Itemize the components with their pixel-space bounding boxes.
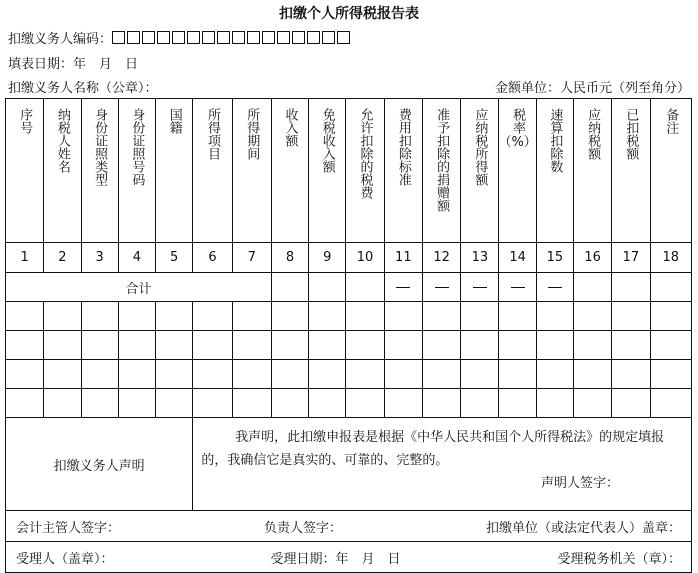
- declaration-text: 我声明，此扣缴申报表是根据《中华人民共和国个人所得税法》的规定填报的，我确信它是真实的、可靠的、完整的。: [201, 430, 665, 468]
- table-cell[interactable]: [193, 331, 232, 360]
- column-number: 5: [156, 243, 193, 273]
- table-cell[interactable]: [536, 302, 573, 331]
- table-cell[interactable]: [612, 331, 650, 360]
- total-cell-na: [384, 273, 422, 302]
- table-cell[interactable]: [44, 331, 81, 360]
- responsible-signature[interactable]: 负责人签字：: [263, 520, 342, 536]
- table-cell[interactable]: [384, 360, 422, 389]
- column-header-label: 备注: [663, 108, 679, 134]
- column-header-label: 所得期间: [244, 108, 260, 160]
- table-cell[interactable]: [271, 389, 308, 418]
- signature-row: [6, 511, 692, 542]
- table-cell[interactable]: [346, 302, 384, 331]
- code-digit-box[interactable]: [307, 31, 320, 44]
- column-header-label: 国籍: [166, 108, 182, 134]
- column-header: [574, 99, 612, 243]
- column-number: 11: [384, 243, 422, 273]
- total-cell[interactable]: [271, 273, 308, 302]
- table-cell[interactable]: [156, 331, 193, 360]
- table-cell[interactable]: [6, 331, 44, 360]
- receive-date[interactable]: 受理日期：年 月 日: [270, 551, 401, 567]
- column-number: 10: [346, 243, 384, 273]
- dash-mark: [473, 287, 487, 288]
- code-digit-box[interactable]: [202, 31, 215, 44]
- code-digit-box[interactable]: [262, 31, 275, 44]
- table-cell[interactable]: [346, 360, 384, 389]
- code-digit-box[interactable]: [277, 31, 290, 44]
- total-cell[interactable]: [346, 273, 384, 302]
- column-header-label: 身份证照类型: [92, 108, 108, 186]
- column-header-label: 序号: [17, 108, 33, 134]
- table-cell[interactable]: [536, 331, 573, 360]
- code-digit-box[interactable]: [157, 31, 170, 44]
- column-number: 2: [44, 243, 81, 273]
- withholder-code-label: 扣缴义务人编码：: [8, 32, 113, 47]
- table-cell[interactable]: [271, 302, 308, 331]
- column-header: [44, 99, 81, 243]
- table-row: [6, 360, 692, 389]
- table-cell[interactable]: [499, 360, 536, 389]
- column-header-label: 允许扣除的税费: [357, 108, 373, 199]
- table-cell[interactable]: [346, 389, 384, 418]
- header-row: [6, 99, 692, 243]
- table-cell[interactable]: [461, 331, 499, 360]
- column-header-label: 免税收入额: [319, 108, 335, 173]
- table-cell[interactable]: [422, 389, 460, 418]
- table-cell[interactable]: [232, 360, 271, 389]
- column-number: 8: [271, 243, 308, 273]
- table-cell[interactable]: [612, 302, 650, 331]
- column-number: 4: [118, 243, 155, 273]
- column-number: 3: [81, 243, 118, 273]
- table-cell[interactable]: [232, 302, 271, 331]
- table-cell[interactable]: [536, 360, 573, 389]
- column-number: 13: [461, 243, 499, 273]
- table-cell[interactable]: [346, 331, 384, 360]
- dash-mark: [511, 287, 525, 288]
- table-cell[interactable]: [156, 360, 193, 389]
- column-header: [536, 99, 573, 243]
- total-label: 合计: [6, 273, 272, 302]
- table-cell[interactable]: [574, 331, 612, 360]
- dash-mark: [396, 287, 410, 288]
- table-cell[interactable]: [118, 389, 155, 418]
- table-cell[interactable]: [44, 360, 81, 389]
- table-cell[interactable]: [309, 389, 346, 418]
- table-cell[interactable]: [193, 389, 232, 418]
- column-number: 14: [499, 243, 536, 273]
- withholder-name-label: 扣缴义务人名称（公章）：: [8, 81, 158, 96]
- column-header-label: 纳税人姓名: [54, 108, 70, 173]
- column-header: [271, 99, 308, 243]
- table-row: [6, 331, 692, 360]
- table-cell[interactable]: [232, 389, 271, 418]
- column-number: 17: [612, 243, 650, 273]
- fill-date: 填表日期：年 月 日: [8, 57, 139, 72]
- table-cell[interactable]: [271, 360, 308, 389]
- column-header: [461, 99, 499, 243]
- table-cell[interactable]: [612, 360, 650, 389]
- table-cell[interactable]: [6, 389, 44, 418]
- table-cell[interactable]: [384, 302, 422, 331]
- table-cell[interactable]: [81, 302, 118, 331]
- table-cell[interactable]: [461, 302, 499, 331]
- code-digit-box[interactable]: [322, 31, 335, 44]
- declarant-signature[interactable]: 声明人签字：: [540, 476, 619, 491]
- tax-report-table: [5, 98, 692, 573]
- column-number: 12: [422, 243, 460, 273]
- table-cell[interactable]: [81, 389, 118, 418]
- column-header-label: 准予扣除的捐赠额: [434, 108, 450, 212]
- column-number: 1: [6, 243, 44, 273]
- code-digit-box[interactable]: [247, 31, 260, 44]
- column-number: 16: [574, 243, 612, 273]
- table-cell[interactable]: [193, 360, 232, 389]
- table-cell[interactable]: [650, 389, 691, 418]
- column-header: [612, 99, 650, 243]
- table-cell[interactable]: [193, 302, 232, 331]
- column-number: 6: [193, 243, 232, 273]
- column-header: [309, 99, 346, 243]
- column-header: [346, 99, 384, 243]
- table-cell[interactable]: [461, 389, 499, 418]
- column-header: [156, 99, 193, 243]
- table-cell[interactable]: [309, 302, 346, 331]
- table-cell[interactable]: [574, 360, 612, 389]
- column-header: [384, 99, 422, 243]
- table-cell[interactable]: [309, 360, 346, 389]
- total-cell[interactable]: [650, 273, 691, 302]
- table-cell[interactable]: [499, 389, 536, 418]
- table-cell[interactable]: [118, 360, 155, 389]
- column-header-label: 费用扣除标准: [395, 108, 411, 186]
- receiver-seal[interactable]: 受理人（盖章）：: [16, 551, 114, 567]
- code-digit-box[interactable]: [172, 31, 185, 44]
- column-header: [118, 99, 155, 243]
- table-cell[interactable]: [650, 331, 691, 360]
- table-cell[interactable]: [118, 302, 155, 331]
- table-cell[interactable]: [461, 360, 499, 389]
- table-cell[interactable]: [384, 331, 422, 360]
- total-cell[interactable]: [612, 273, 650, 302]
- currency-unit: 金额单位：人民币元（列至角分）: [494, 81, 690, 96]
- declaration-label: 扣缴义务人声明: [6, 418, 193, 511]
- column-header-label: 应纳税额: [585, 108, 601, 160]
- withholding-unit-seal[interactable]: 扣缴单位（或法定代表人）盖章：: [485, 520, 681, 536]
- total-cell[interactable]: [574, 273, 612, 302]
- table-cell[interactable]: [81, 331, 118, 360]
- withholder-code-line: [8, 28, 352, 47]
- table-cell[interactable]: [6, 302, 44, 331]
- table-cell[interactable]: [6, 360, 44, 389]
- rate-unit: （%）: [498, 135, 537, 150]
- table-cell[interactable]: [271, 331, 308, 360]
- total-cell-na: [422, 273, 460, 302]
- table-cell[interactable]: [156, 302, 193, 331]
- code-digit-box[interactable]: [232, 31, 245, 44]
- dash-mark: [548, 287, 562, 288]
- accountant-signature[interactable]: 会计主管人签字：: [16, 520, 121, 536]
- table-cell[interactable]: [44, 389, 81, 418]
- table-cell[interactable]: [650, 360, 691, 389]
- column-header: [650, 99, 691, 243]
- code-digit-box[interactable]: [292, 31, 305, 44]
- dash-mark: [435, 287, 449, 288]
- column-header-label: 速算扣除数: [547, 108, 563, 173]
- column-header-label: 已扣税额: [623, 108, 639, 160]
- total-row: [6, 273, 692, 302]
- column-header: [232, 99, 271, 243]
- table-cell[interactable]: [499, 302, 536, 331]
- table-cell[interactable]: [44, 302, 81, 331]
- column-header-label: 所得项目: [204, 108, 220, 160]
- table-cell[interactable]: [81, 360, 118, 389]
- column-number: 7: [232, 243, 271, 273]
- column-number: 9: [309, 243, 346, 273]
- code-digit-box[interactable]: [112, 31, 125, 44]
- table-cell[interactable]: [422, 331, 460, 360]
- code-digit-box[interactable]: [217, 31, 230, 44]
- total-cell-na: [499, 273, 536, 302]
- table-cell[interactable]: [574, 389, 612, 418]
- table-cell[interactable]: [650, 302, 691, 331]
- column-number: 15: [536, 243, 573, 273]
- form-title: 扣缴个人所得税报告表: [279, 6, 419, 22]
- code-digit-box[interactable]: [187, 31, 200, 44]
- table-row: [6, 389, 692, 418]
- column-header-label: 收入额: [282, 108, 298, 147]
- withholder-code-boxes[interactable]: [112, 32, 352, 47]
- table-cell[interactable]: [612, 389, 650, 418]
- table-row: [6, 302, 692, 331]
- column-number-row: [6, 243, 692, 273]
- column-header-label: 身份证照号码: [129, 108, 145, 186]
- code-digit-box[interactable]: [127, 31, 140, 44]
- column-header-label: 应纳税所得额: [472, 108, 488, 186]
- table-cell[interactable]: [574, 302, 612, 331]
- table-cell[interactable]: [422, 302, 460, 331]
- column-header: [422, 99, 460, 243]
- column-header: [193, 99, 232, 243]
- table-cell[interactable]: [309, 331, 346, 360]
- declaration-content: [193, 418, 692, 511]
- table-cell[interactable]: [156, 389, 193, 418]
- declaration-row: [6, 418, 692, 511]
- table-cell[interactable]: [384, 389, 422, 418]
- total-cell-na: [461, 273, 499, 302]
- table-cell[interactable]: [118, 331, 155, 360]
- total-cell[interactable]: [309, 273, 346, 302]
- table-cell[interactable]: [499, 331, 536, 360]
- code-digit-box[interactable]: [142, 31, 155, 44]
- table-cell[interactable]: [422, 360, 460, 389]
- column-header: [6, 99, 44, 243]
- code-digit-box[interactable]: [337, 31, 350, 44]
- receipt-row: [6, 542, 692, 573]
- column-header-label: 税率: [510, 108, 526, 134]
- total-cell-na: [536, 273, 573, 302]
- table-cell[interactable]: [232, 331, 271, 360]
- tax-office-seal[interactable]: 受理税务机关（章）：: [557, 551, 681, 567]
- column-header: [499, 99, 536, 243]
- column-header: [81, 99, 118, 243]
- column-number: 18: [650, 243, 691, 273]
- table-cell[interactable]: [536, 389, 573, 418]
